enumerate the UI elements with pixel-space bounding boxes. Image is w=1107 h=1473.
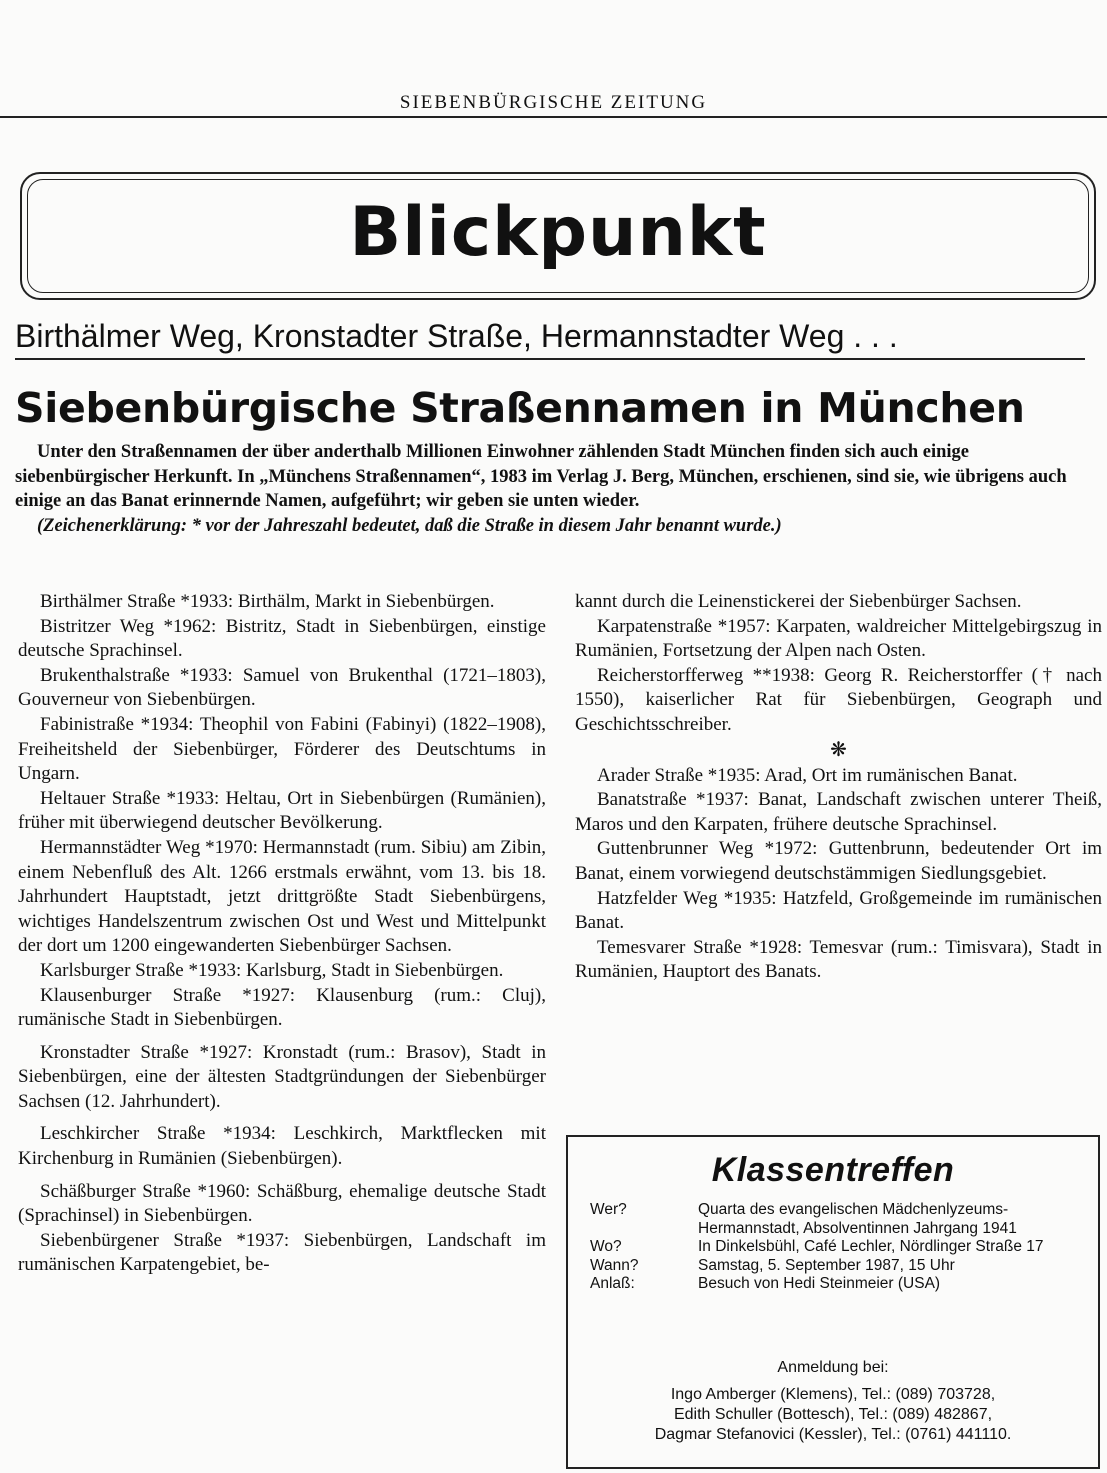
street-entry-continuation: kannt durch die Leinenstickerei der Siebenbürger Sachsen. [575, 591, 1022, 612]
newspaper-masthead: SIEBENBÜRGISCHE ZEITUNG [399, 92, 708, 113]
street-entry: Karpatenstraße *1957: Karpaten, waldreicher Mittelgebirgszug in Rumänien, Fortsetzung der Alpen nach Osten. [575, 615, 1102, 662]
street-entry: Heltauer Straße *1933: Heltau, Ort in Siebenbürgen (Rumänien), früher mit überwiegend deutscher Bevölkerung. [18, 787, 546, 834]
ad-contact-line: Dagmar Stefanovici (Kessler), Tel.: (0761) 441110. [654, 1426, 1012, 1443]
street-entry: Leschkircher Straße *1934: Leschkirch, Marktflecken mit Kirchenburg in Rumänien (Siebenbürgen). [18, 1123, 546, 1170]
ad-row-value: Quarta des evangelischen Mädchenlyzeums-Hermannstadt, Absolventinnen Jahrgang 1941 [698, 1201, 1017, 1237]
street-entry: Karlsburger Straße *1933: Karlsburg, Stadt in Siebenbürgen. [40, 959, 504, 981]
street-entry: Siebenbürgener Straße *1937: Siebenbürgen, Landschaft im rumänischen Karpatengebiet, be- [18, 1229, 546, 1276]
lead-paragraph: Unter den Straßennamen der über anderthalb Millionen Einwohner zählenden Stadt München finden sich auch einige siebenbürgischer Herkunft. In „Münchens Straßennamen“, 1983 im Verlag J. Berg, München, erschienen, sind sie, wie übrigens auch einige an das Banat erinnernde Namen, aufgeführt; wir geben sie unten wieder. [15, 442, 1067, 511]
ad-row-key: Wer? [590, 1201, 627, 1218]
street-entry: Fabinistraße *1934: Theophil von Fabini (Fabinyi) (1822–1908), Freiheitsheld der Siebenbürger, Förderer des Deutschtums in Ungarn. [18, 713, 546, 785]
ad-row-key: Wann? [590, 1256, 639, 1274]
section-banner [20, 172, 1096, 300]
street-entry: Kronstadter Straße *1927: Kronstadt (rum.: Brasov), Stadt in Siebenbürgen, eine der ältesten Stadtgründungen der Siebenbürger Sachsen (12. Jahrhundert). [18, 1041, 546, 1112]
street-entry: Reicherstorfferweg **1938: Georg R. Reicherstorffer († nach 1550), kaiserlicher Rat für Siebenbürgen, Geograph und Geschichtsschreiber. [575, 664, 1102, 735]
street-entry: Schäßburger Straße *1960: Schäßburg, ehemalige deutsche Stadt (Sprachinsel) in Siebenbürgen. [18, 1180, 546, 1227]
column-right [575, 590, 1102, 985]
article-headline: Siebenbürgische Straßennamen in München [15, 384, 1025, 432]
ad-row-value: Samstag, 5. September 1987, 15 Uhr [698, 1256, 955, 1274]
classified-ad [566, 1135, 1100, 1469]
street-entry: Banatstraße *1937: Banat, Landschaft zwischen unterer Theiß, Maros und den Karpaten, frühere deutsche Sprachinsel. [575, 789, 1102, 835]
ad-row-value: In Dinkelsbühl, Café Lechler, Nördlinger Straße 17 [698, 1238, 1044, 1255]
ad-row-key: Wo? [590, 1238, 622, 1255]
lead-legend: (Zeichenerklärung: * vor der Jahreszahl bedeutet, daß die Straße in diesem Jahr benannt wurde.) [37, 515, 782, 536]
ad-row [590, 1275, 1090, 1294]
street-entry: Birthälmer Straße *1933: Birthälm, Markt in Siebenbürgen. [40, 591, 495, 612]
masthead-rule [0, 116, 1107, 118]
ad-contacts [568, 1385, 1098, 1445]
ad-row [590, 1238, 1090, 1257]
ad-row [590, 1201, 1090, 1238]
street-entry: Brukenthalstraße *1933: Samuel von Brukenthal (1721–1803), Gouverneur von Siebenbürgen. [18, 664, 546, 711]
street-entry: Hatzfelder Weg *1935: Hatzfeld, Großgemeinde im rumänischen Banat. [575, 887, 1102, 934]
ad-registration-title: Anmeldung bei: [777, 1359, 889, 1376]
article-kicker: Birthälmer Weg, Kronstadter Straße, Hermannstadter Weg . . . [15, 316, 1085, 360]
section-title: Blickpunkt [349, 193, 767, 272]
ad-row-value: Besuch von Hedi Steinmeier (USA) [698, 1275, 941, 1292]
street-entry: Guttenbrunner Weg *1972: Guttenbrunn, bedeutender Ort im Banat, einem vorwiegend deutschstämmigen Siedlungsgebiet. [575, 838, 1102, 884]
ad-row [590, 1257, 1090, 1276]
street-entry: Hermannstädter Weg *1970: Hermannstadt (rum. Sibiu) am Zibin, einem Nebenfluß des Alt. 1266 erstmals erwähnt, vom 13. bis 18. Jahrhundert Hauptstadt, jetzt drittgrößte Stadt Siebenbürgens, wichtiges Handelszentrum zwischen Ost und West und Mittelpunkt der dort um 1200 eingewanderten Siebenbürger Sachsen. [18, 836, 546, 957]
ad-details [590, 1201, 1090, 1294]
ad-contact-line: Ingo Amberger (Klemens), Tel.: (089) 703728, [670, 1386, 996, 1403]
column-left [18, 590, 546, 1278]
ad-contact-line: Edith Schuller (Bottesch), Tel.: (089) 482867, [673, 1406, 993, 1423]
ad-title: Klassentreffen [711, 1151, 955, 1189]
section-separator: ❋ [830, 738, 847, 761]
street-entry: Temesvarer Straße *1928: Temesvar (rum.: Timisvara), Stadt in Rumänien, Hauptort des Banats. [575, 936, 1102, 983]
street-entry: Bistritzer Weg *1962: Bistritz, Stadt in Siebenbürgen, einstige deutsche Sprachinsel. [18, 615, 546, 662]
ad-row-key: Anlaß: [590, 1275, 635, 1292]
street-entry: Klausenburger Straße *1927: Klausenburg (rum.: Cluj), rumänische Stadt in Siebenbürgen. [18, 984, 546, 1031]
street-entry: Arader Straße *1935: Arad, Ort im rumänischen Banat. [597, 764, 1018, 786]
article-lead [15, 440, 1100, 538]
